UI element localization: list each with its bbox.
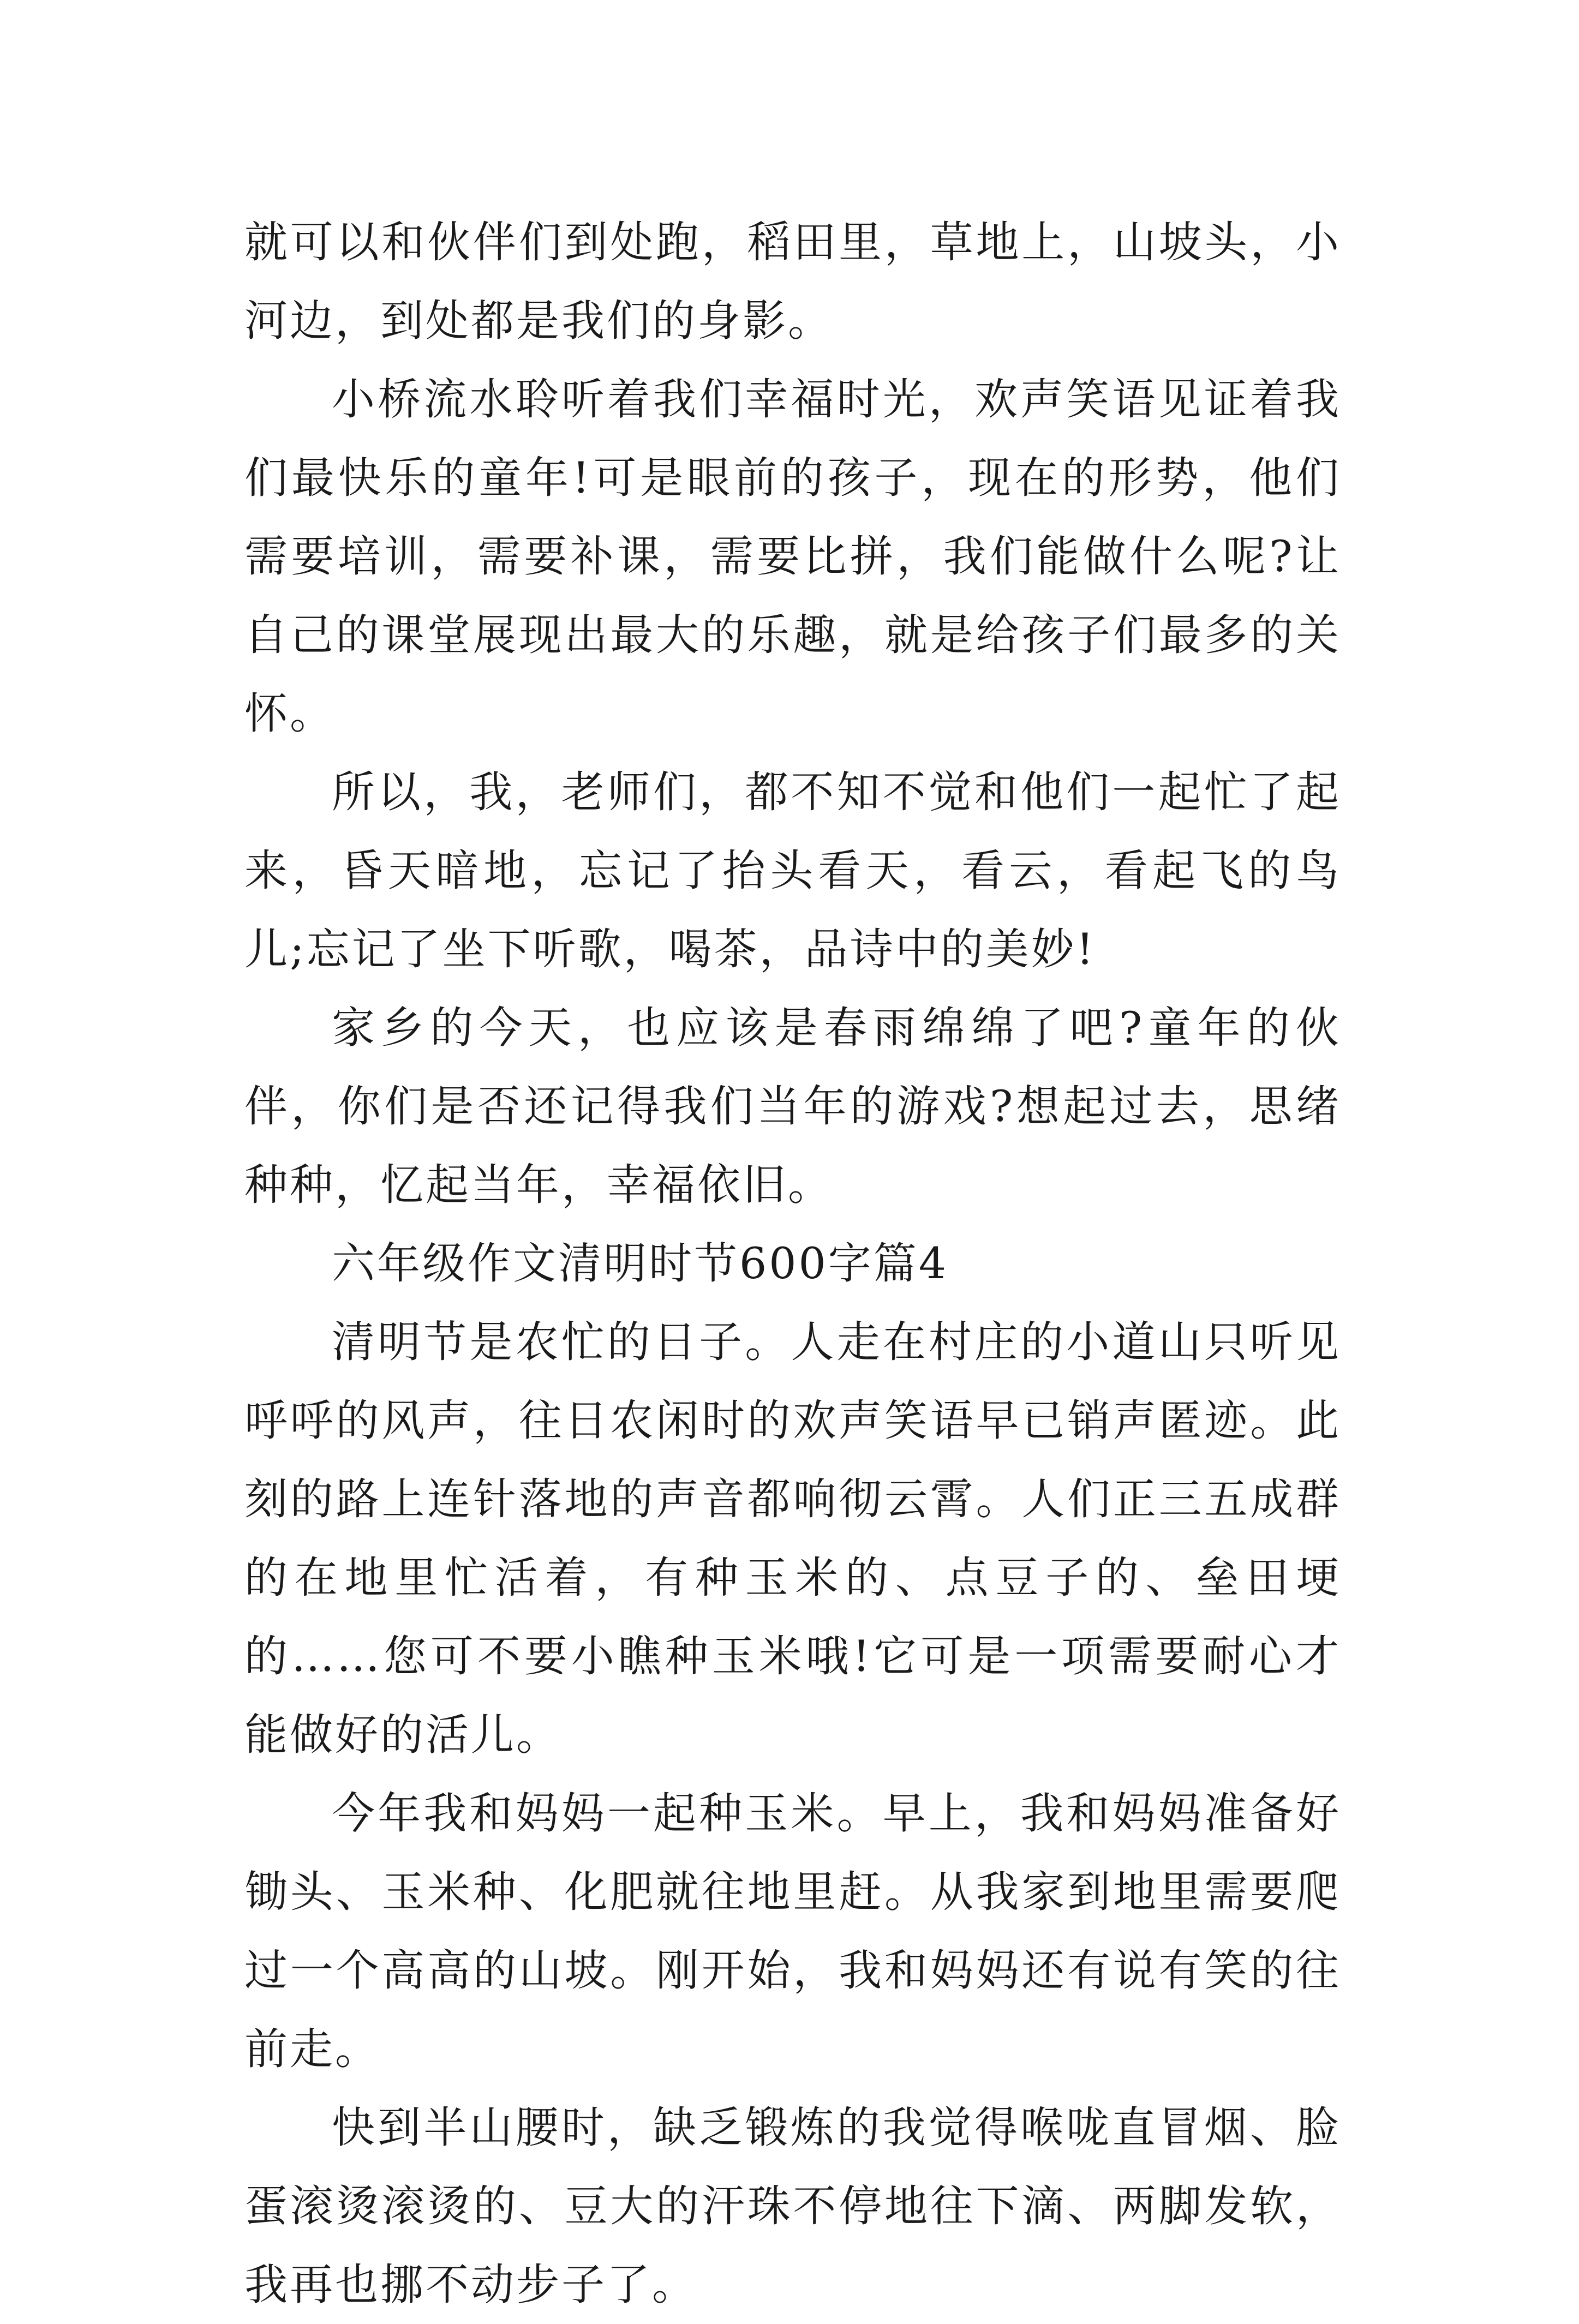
paragraph-4: 家乡的今天，也应该是春雨绵绵了吧?童年的伙伴，你们是否还记得我们当年的游戏?想起过去，思绪种种，忆起当年，幸福依旧。 xyxy=(244,1003,1341,1210)
section-heading: 六年级作文清明时节600字篇4 xyxy=(332,1238,949,1289)
paragraph-7: 今年我和妈妈一起种玉米。早上，我和妈妈准备好锄头、玉米种、化肥就往地里赶。从我家到地里需要爬过一个高高的山坡。刚开始，我和妈妈还有说有笑的往前走。 xyxy=(244,1788,1341,2074)
paragraph-8: 快到半山腰时，缺乏锻炼的我觉得喉咙直冒烟、脸蛋滚烫滚烫的、豆大的汗珠不停地往下滴、两脚发软，我再也挪不动步子了。 xyxy=(244,2103,1341,2310)
paragraph-1: 就可以和伙伴们到处跑，稻田里，草地上，山坡头，小河边，到处都是我们的身影。 xyxy=(244,217,1341,346)
paragraph-3: 所以，我，老师们，都不知不觉和他们一起忙了起来，昏天暗地，忘记了抬头看天，看云，看起飞的鸟儿;忘记了坐下听歌，喝茶，品诗中的美妙! xyxy=(244,767,1341,974)
paragraph-2: 小桥流水聆听着我们幸福时光，欢声笑语见证着我们最快乐的童年!可是眼前的孩子，现在的形势，他们需要培训，需要补课，需要比拼，我们能做什么呢?让自己的课堂展现出最大的乐趣，就是给孩子们最多的关怀。 xyxy=(244,374,1341,739)
paragraph-6: 清明节是农忙的日子。人走在村庄的小道山只听见呼呼的风声，往日农闲时的欢声笑语早已销声匿迹。此刻的路上连针落地的声音都响彻云霄。人们正三五成群的在地里忙活着，有种玉米的、点豆子的、垒田埂的……您可不要小瞧种玉米哦!它可是一项需要耐心才能做好的活儿。 xyxy=(244,1317,1341,1760)
document-body xyxy=(244,203,1341,2324)
